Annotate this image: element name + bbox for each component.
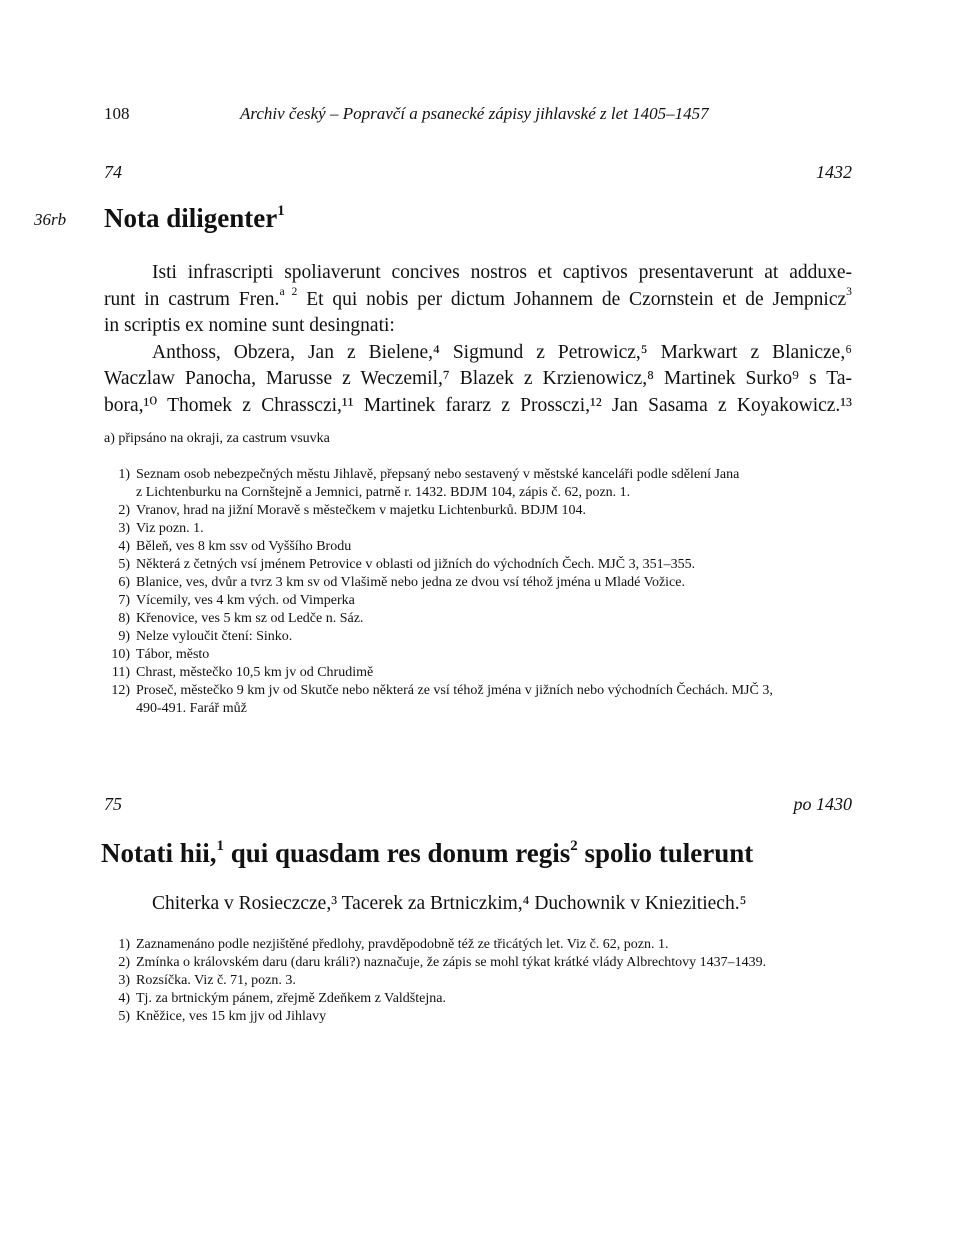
body-line: in scriptis ex nomine sunt desingnati:	[104, 315, 395, 336]
footnote	[104, 664, 852, 682]
footnote-text: Zmínka o královském daru (daru králi?) naznačuje, že zápis se mohl týkat krátké vlády Albrechtovy 1437–1439.	[136, 955, 767, 970]
footnote-number: 2)	[118, 955, 130, 970]
footnote-number: 9)	[118, 629, 130, 644]
footnote-text: Seznam osob nebezpečných městu Jihlavě, přepsaný nebo sestavený v městské kanceláři podle sdělení Jana	[136, 467, 740, 482]
footnote-number: 1)	[118, 467, 130, 482]
footnote	[104, 972, 852, 990]
footnote-number: 7)	[118, 593, 130, 608]
names-line: bora,¹⁰ Thomek z Chrassczi,¹¹ Martinek fararz z Prossczi,¹² Jan Sasama z Koyakowicz.¹³	[104, 394, 852, 416]
footnote-continuation: 490-491. Farář můž	[136, 701, 247, 716]
footnote-number: 6)	[118, 575, 130, 590]
footnote-text: Křenovice, ves 5 km sz od Ledče n. Sáz.	[136, 611, 364, 626]
footnote-text: Kněžice, ves 15 km jjv od Jihlavy	[136, 1009, 327, 1024]
entry-title: Notati hii,$^1$ qui quasdam res donum regis$^2$ spolio tulerunt	[101, 837, 754, 868]
footnote-text: Blanice, ves, dvůr a tvrz 3 km sv od Vlašimě nebo jedna ze dvou vsí téhož jména u Mladé Vožice.	[136, 575, 685, 590]
footnote-number: 12)	[111, 683, 130, 698]
footnote-text: Nelze vyloučit čtení: Sinko.	[136, 629, 293, 644]
footnote-number: 10)	[111, 647, 130, 662]
entry-number: 75	[104, 794, 122, 814]
entry-date: 1432	[816, 162, 852, 182]
footnote-number: 5)	[118, 1009, 130, 1024]
running-head: Archiv český – Popravčí a psanecké zápisy jihlavské z let 1405–1457	[240, 104, 709, 123]
footnote-number: 1)	[118, 937, 130, 952]
footnote-text: Některá z četných vsí jménem Petrovice v oblasti od jižních do východních Čech. MJČ 3, 351–355.	[136, 557, 696, 572]
footnote	[104, 574, 852, 592]
footnote-number: 8)	[118, 611, 130, 626]
names-line: Anthoss, Obzera, Jan z Bielene,⁴ Sigmund z Petrowicz,⁵ Markwart z Blanicze,⁶	[152, 341, 852, 363]
footnote	[104, 592, 852, 610]
footnote	[104, 990, 852, 1008]
body-line: Isti infrascripti spoliaverunt concives nostros et captivos presentaverunt at adduxe-	[152, 262, 852, 283]
footnote-text: Vranov, hrad na jižní Moravě s městečkem v majetku Lichtenburků. BDJM 104.	[136, 503, 587, 518]
footnote	[104, 646, 852, 664]
entry-body: Chiterka v Rosieczcze,³ Tacerek za Brtniczkim,⁴ Duchownik v Kniezitiech.⁵	[152, 893, 747, 914]
footnote	[104, 520, 852, 538]
footnote-text: Viz pozn. 1.	[136, 521, 204, 536]
entry-number: 74	[104, 162, 122, 182]
footnote-text: Rozsíčka. Viz č. 71, pozn. 3.	[136, 973, 296, 988]
footnotes	[104, 936, 852, 1026]
entry-body	[104, 260, 852, 419]
footnote-text: Tábor, město	[136, 647, 210, 662]
footnote-number: 5)	[118, 557, 130, 572]
footnote	[104, 466, 852, 484]
footnote-text: Zaznamenáno podle nezjištěné předlohy, pravděpodobně též ze třicátých let. Viz č. 62, pozn. 1.	[136, 937, 669, 952]
footnote	[104, 936, 852, 954]
footnotes	[104, 466, 852, 718]
footnote-continuation: z Lichtenburku na Cornštejně a Jemnici, patrně r. 1432. BDJM 104, zápis č. 62, pozn. 1.	[136, 485, 631, 500]
footnote	[104, 1008, 852, 1026]
footnote-number: 4)	[118, 991, 130, 1006]
footnote	[104, 682, 852, 700]
footnote-text: Běleň, ves 8 km ssv od Vyššího Brodu	[136, 539, 352, 554]
footnote-text: Vícemily, ves 4 km vých. od Vimperka	[136, 593, 355, 608]
footnote	[104, 954, 852, 972]
page-number: 108	[104, 104, 130, 123]
footnote	[104, 628, 852, 646]
footnote	[104, 610, 852, 628]
folio-marker: 36rb	[34, 210, 67, 229]
footnote	[104, 556, 852, 574]
entry-title: Nota diligenter$^1$	[104, 202, 285, 233]
footnote-number: 3)	[118, 973, 130, 988]
footnote	[104, 502, 852, 520]
entry-date: po 1430	[793, 794, 852, 814]
footnote-number: 4)	[118, 539, 130, 554]
footnote-text: Tj. za brtnickým pánem, zřejmě Zdeňkem z Valdštejna.	[136, 991, 446, 1006]
footnote-text: Proseč, městečko 9 km jv od Skutče nebo některá ze vsí téhož jména v jižních nebo východních Čechách. MJČ 3,	[136, 683, 773, 698]
footnote-number: 2)	[118, 503, 130, 518]
footnote	[104, 538, 852, 556]
footnote-number: 3)	[118, 521, 130, 536]
footnote-number: 11)	[111, 665, 130, 680]
footnote-text: Chrast, městečko 10,5 km jv od Chrudimě	[136, 665, 374, 680]
body-line: runt in castrum Fren.$^{a 2}$ Et qui nobis per dictum Johannem de Czornstein et de Jempnicz$^3$	[104, 285, 853, 310]
textual-note: a) připsáno na okraji, za castrum vsuvka	[104, 431, 330, 446]
names-line: Waczlaw Panocha, Marusse z Weczemil,⁷ Blazek z Krzienowicz,⁸ Martinek Surko⁹ s Ta-	[104, 368, 852, 389]
